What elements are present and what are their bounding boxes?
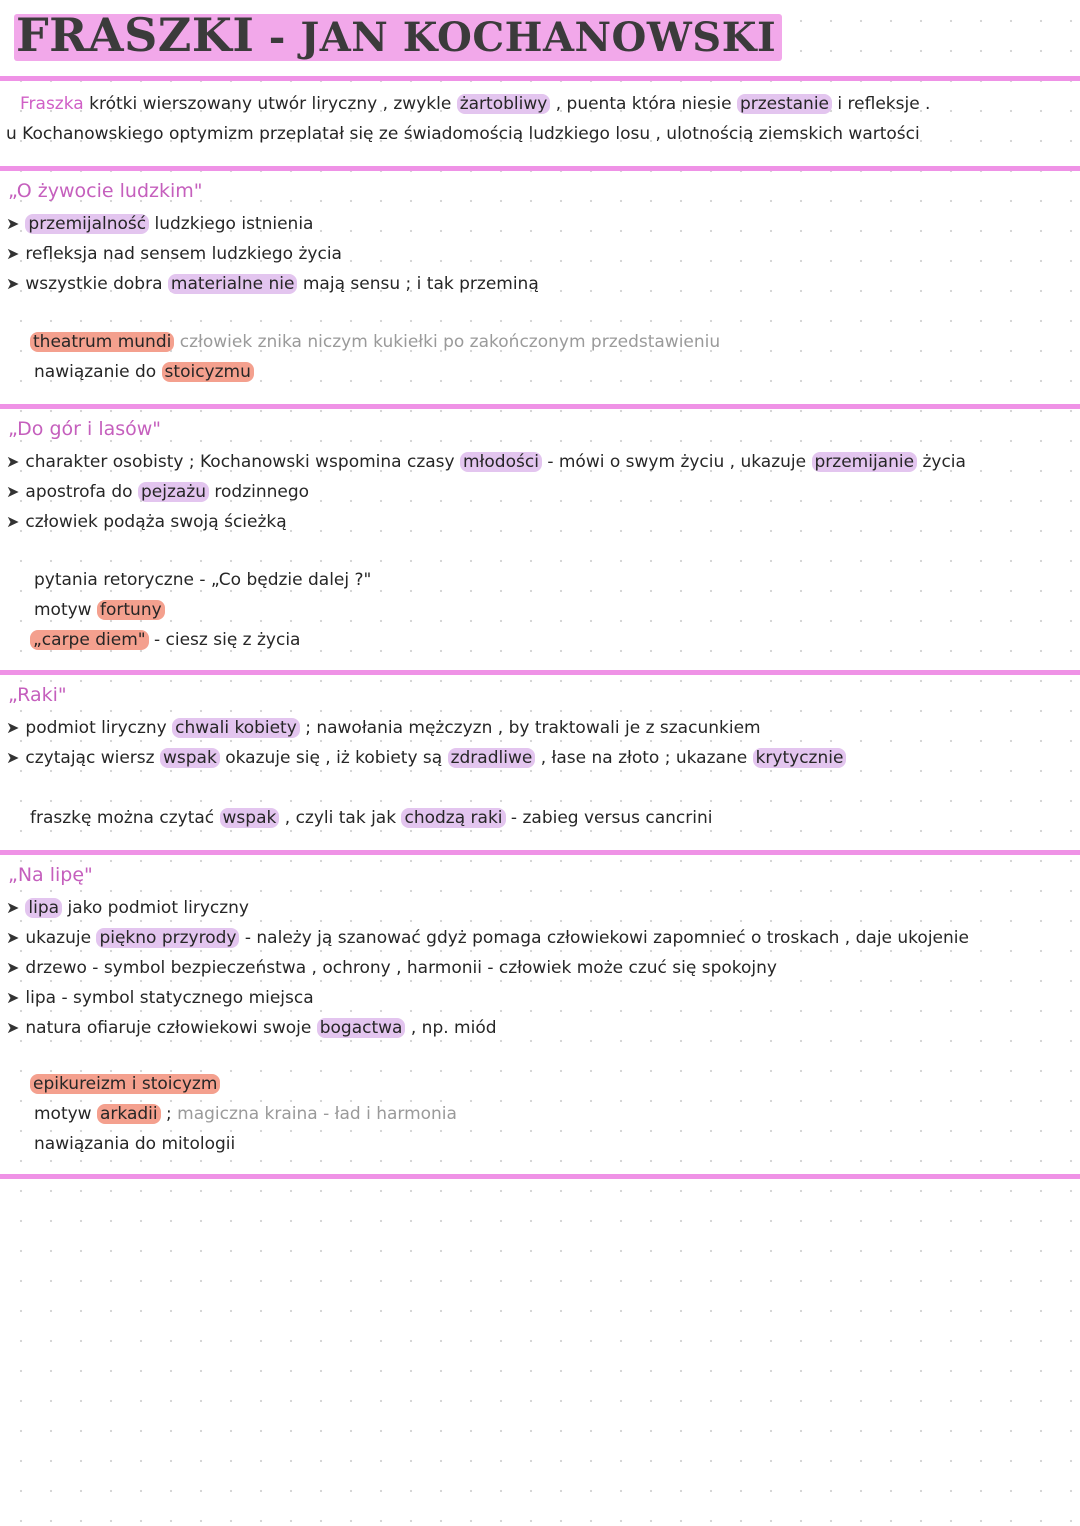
highlight: chodzą raki: [401, 808, 505, 828]
section-heading-raki: „Raki": [8, 684, 67, 706]
text: apostrofa do: [25, 482, 138, 502]
text: ; nawołania mężczyzn , by traktowali je z szacunkiem: [299, 718, 761, 738]
bullet: [6, 986, 314, 1010]
text: mają sensu ; i tak przeminą: [297, 274, 539, 294]
divider: [0, 1174, 1080, 1179]
highlight: pejzażu: [138, 482, 209, 502]
text: podmiot liryczny: [25, 718, 173, 738]
text: okazuje się , iż kobiety są: [219, 748, 448, 768]
text: motyw: [34, 1104, 97, 1124]
title-part2: JAN KOCHANOWSKI: [300, 14, 777, 61]
bullet: [6, 272, 539, 296]
text: , np. miód: [405, 1018, 497, 1038]
arrow-icon: ➤: [6, 452, 20, 471]
bullet: [6, 450, 966, 474]
bullet: [6, 956, 777, 980]
highlight: fortuny: [97, 600, 165, 620]
text: refleksja nad sensem ludzkiego życia: [25, 244, 342, 264]
bullet: [6, 212, 313, 236]
text: czytając wiersz: [25, 748, 160, 768]
text: drzewo - symbol bezpieczeństwa , ochrony , harmonii - człowiek może czuć się spokojny: [25, 958, 777, 978]
text: motyw: [34, 600, 97, 620]
text: fraszkę można czytać: [30, 808, 220, 828]
title-part1: FRASZKI: [16, 8, 255, 62]
text: nawiązanie do: [34, 362, 162, 382]
text: człowiek znika niczym kukiełki po zakończonym przedstawieniu: [174, 332, 721, 352]
highlight: krytycznie: [753, 748, 847, 768]
text: charakter osobisty ; Kochanowski wspomina czasy: [25, 452, 460, 472]
section-heading-o-zywocie: „O żywocie ludzkim": [8, 180, 203, 202]
highlight: przemijanie: [812, 452, 918, 472]
bullet: [6, 1016, 497, 1040]
highlight: piękno przyrody: [96, 928, 239, 948]
bullet: [6, 746, 846, 770]
highlight: lipa: [25, 898, 62, 918]
text: człowiek podąża swoją ścieżką: [25, 512, 287, 532]
note: nawiązania do mitologii: [34, 1134, 236, 1154]
highlight: bogactwa: [317, 1018, 406, 1038]
bullet: [6, 510, 287, 534]
title: [14, 8, 782, 62]
text: natura ofiaruje człowiekowi swoje: [25, 1018, 317, 1038]
text: , łase na złoto ; ukazane: [535, 748, 753, 768]
text: magiczna kraina - ład i harmonia: [177, 1104, 457, 1124]
text: , puenta która niesie: [550, 94, 737, 114]
bullet: [6, 480, 309, 504]
highlight: stoicyzmu: [162, 362, 254, 382]
text: - zabieg versus cancrini: [505, 808, 713, 828]
text: ludzkiego istnienia: [149, 214, 314, 234]
highlight: przestanie: [737, 94, 832, 114]
note: [30, 806, 712, 830]
highlight: epikureizm i stoicyzm: [30, 1074, 220, 1094]
arrow-icon: ➤: [6, 244, 20, 263]
note: [34, 360, 254, 384]
bullet: [6, 242, 342, 266]
text: ukazuje: [25, 928, 97, 948]
arrow-icon: ➤: [6, 214, 20, 233]
title-highlight: [14, 8, 782, 62]
note: pytania retoryczne - „Co będzie dalej ?": [34, 570, 372, 590]
text: - ciesz się z życia: [148, 630, 301, 650]
note: [30, 1072, 220, 1096]
bullet: [6, 926, 969, 950]
section-heading-na-lipe: „Na lipę": [8, 864, 93, 886]
highlight: „carpe diem": [30, 630, 149, 650]
text: wszystkie dobra: [25, 274, 168, 294]
divider: [0, 404, 1080, 409]
term-fraszka: Fraszka: [20, 94, 84, 114]
highlight: żartobliwy: [457, 94, 551, 114]
text: jako podmiot liryczny: [62, 898, 249, 918]
text: krótki wierszowany utwór liryczny , zwykle: [83, 94, 457, 114]
text: - mówi o swym życiu , ukazuje: [541, 452, 812, 472]
note: [30, 628, 300, 652]
arrow-icon: ➤: [6, 988, 20, 1007]
highlight: wspak: [220, 808, 280, 828]
arrow-icon: ➤: [6, 898, 20, 917]
arrow-icon: ➤: [6, 1018, 20, 1037]
highlight: chwali kobiety: [172, 718, 300, 738]
arrow-icon: ➤: [6, 748, 20, 767]
text: lipa - symbol statycznego miejsca: [25, 988, 314, 1008]
highlight: theatrum mundi: [30, 332, 174, 352]
divider: [0, 850, 1080, 855]
text: , czyli tak jak: [279, 808, 402, 828]
blank-dotted-area: [0, 1180, 1080, 1520]
text: ;: [160, 1104, 178, 1124]
note: [34, 1102, 457, 1126]
title-dash: -: [254, 14, 301, 61]
divider: [0, 166, 1080, 171]
text: życia: [917, 452, 966, 472]
note: [34, 598, 165, 622]
highlight: materialne nie: [168, 274, 298, 294]
highlight: arkadii: [97, 1104, 161, 1124]
text: rodzinnego: [208, 482, 310, 502]
intro-line-1: [20, 92, 930, 116]
arrow-icon: ➤: [6, 274, 20, 293]
divider: [0, 670, 1080, 675]
arrow-icon: ➤: [6, 958, 20, 977]
arrow-icon: ➤: [6, 928, 20, 947]
section-heading-do-gor: „Do gór i lasów": [8, 418, 162, 440]
bullet: [6, 716, 761, 740]
arrow-icon: ➤: [6, 512, 20, 531]
text: i refleksje .: [832, 94, 931, 114]
highlight: wspak: [160, 748, 220, 768]
highlight: przemijalność: [25, 214, 149, 234]
highlight: zdradliwe: [448, 748, 536, 768]
bullet: [6, 896, 249, 920]
divider: [0, 76, 1080, 81]
highlight: młodości: [460, 452, 542, 472]
arrow-icon: ➤: [6, 482, 20, 501]
note: [30, 330, 720, 354]
arrow-icon: ➤: [6, 718, 20, 737]
text: - należy ją szanować gdyż pomaga człowiekowi zapomnieć o troskach , daje ukojenie: [239, 928, 969, 948]
intro-line-2: u Kochanowskiego optymizm przeplatał się ze świadomością ludzkiego losu , ulotnością ziemskich wartości: [6, 124, 920, 144]
